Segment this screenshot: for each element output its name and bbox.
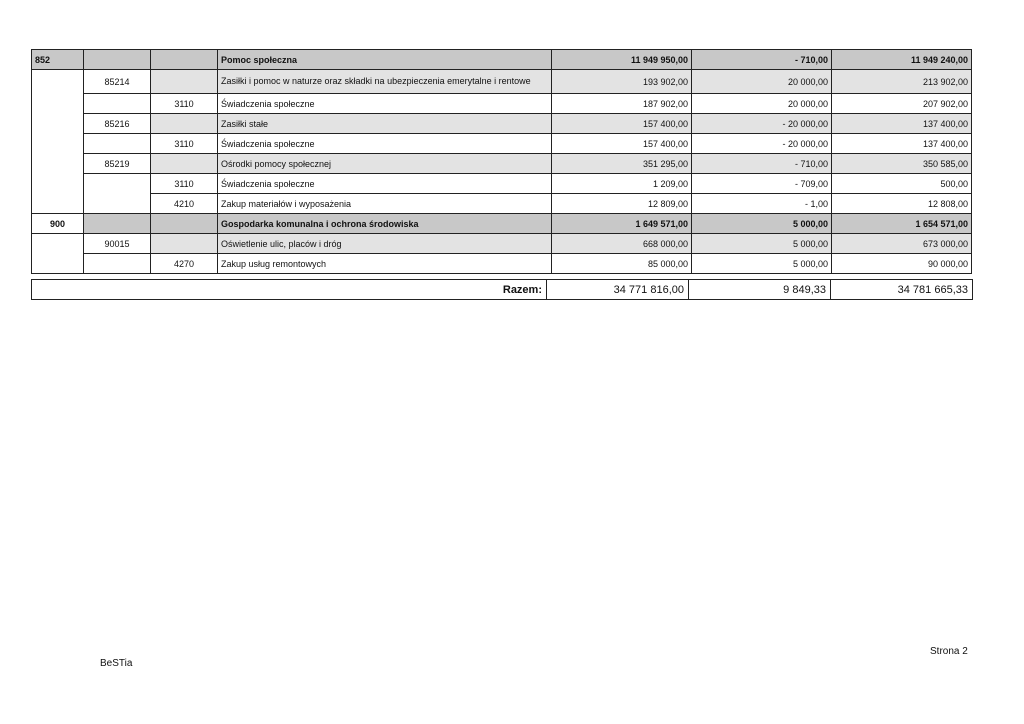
row-name: Świadczenia społeczne [218,134,552,154]
after-change-value: 137 400,00 [832,114,972,134]
row-name: Pomoc społeczna [218,50,552,70]
paragraf-code [151,114,218,134]
table-row [32,134,972,154]
change-value: - 20 000,00 [692,114,832,134]
total-row [32,280,973,300]
dzial-code [32,234,84,254]
footer-software-name: BeSTia [100,658,133,669]
plan-value: 85 000,00 [552,254,692,274]
table-row [32,94,972,114]
change-value: - 20 000,00 [692,134,832,154]
paragraf-code: 3110 [151,94,218,114]
rozdzial-code [84,254,151,274]
paragraf-code [151,154,218,174]
after-change-value: 137 400,00 [832,134,972,154]
dzial-code [32,194,84,214]
total-table [31,279,973,300]
dzial-code [32,174,84,194]
total-label: Razem: [32,280,547,300]
plan-value: 193 902,00 [552,70,692,94]
table-row [32,114,972,134]
plan-value: 187 902,00 [552,94,692,114]
plan-value: 1 209,00 [552,174,692,194]
paragraf-code: 4210 [151,194,218,214]
budget-table [31,49,972,274]
rozdzial-code: 85214 [84,70,151,94]
change-value: - 709,00 [692,174,832,194]
row-name: Zakup materiałów i wyposażenia [218,194,552,214]
rozdzial-code [84,94,151,114]
rozdzial-code [84,174,151,194]
change-value: - 710,00 [692,50,832,70]
plan-value: 668 000,00 [552,234,692,254]
dzial-code: 900 [32,214,84,234]
dzial-code [32,114,84,134]
table-row [32,154,972,174]
change-value: 20 000,00 [692,94,832,114]
after-change-value: 207 902,00 [832,94,972,114]
after-change-value: 673 000,00 [832,234,972,254]
dzial-code [32,134,84,154]
table-row [32,234,972,254]
plan-value: 157 400,00 [552,134,692,154]
rozdzial-code: 85219 [84,154,151,174]
paragraf-code: 3110 [151,174,218,194]
dzial-code: 852 [32,50,84,70]
change-value: - 1,00 [692,194,832,214]
total-after-change-value: 34 781 665,33 [831,280,973,300]
plan-value: 11 949 950,00 [552,50,692,70]
dzial-code [32,70,84,94]
plan-value: 351 295,00 [552,154,692,174]
row-name: Oświetlenie ulic, placów i dróg [218,234,552,254]
after-change-value: 350 585,00 [832,154,972,174]
total-plan-value: 34 771 816,00 [547,280,689,300]
table-row [32,174,972,194]
total-change-value: 9 849,33 [689,280,831,300]
rozdzial-code [84,214,151,234]
after-change-value: 1 654 571,00 [832,214,972,234]
change-value: - 710,00 [692,154,832,174]
change-value: 5 000,00 [692,254,832,274]
after-change-value: 90 000,00 [832,254,972,274]
dzial-code [32,154,84,174]
paragraf-code [151,50,218,70]
change-value: 5 000,00 [692,214,832,234]
after-change-value: 12 808,00 [832,194,972,214]
paragraf-code [151,214,218,234]
row-name: Ośrodki pomocy społecznej [218,154,552,174]
change-value: 5 000,00 [692,234,832,254]
table-row [32,214,972,234]
rozdzial-code [84,194,151,214]
row-name: Zasiłki i pomoc w naturze oraz składki na ubezpieczenia emerytalne i rentowe [218,70,552,94]
paragraf-code [151,234,218,254]
rozdzial-code [84,50,151,70]
row-name: Gospodarka komunalna i ochrona środowiska [218,214,552,234]
page-number: Strona 2 [930,646,968,657]
table-row [32,254,972,274]
change-value: 20 000,00 [692,70,832,94]
after-change-value: 11 949 240,00 [832,50,972,70]
paragraf-code [151,70,218,94]
after-change-value: 500,00 [832,174,972,194]
table-row [32,194,972,214]
rozdzial-code: 90015 [84,234,151,254]
dzial-code [32,254,84,274]
plan-value: 1 649 571,00 [552,214,692,234]
row-name: Świadczenia społeczne [218,174,552,194]
table-row [32,70,972,94]
rozdzial-code [84,134,151,154]
table-row [32,50,972,70]
paragraf-code: 3110 [151,134,218,154]
row-name: Zakup usług remontowych [218,254,552,274]
plan-value: 157 400,00 [552,114,692,134]
paragraf-code: 4270 [151,254,218,274]
row-name: Zasiłki stałe [218,114,552,134]
plan-value: 12 809,00 [552,194,692,214]
rozdzial-code: 85216 [84,114,151,134]
dzial-code [32,94,84,114]
after-change-value: 213 902,00 [832,70,972,94]
row-name: Świadczenia społeczne [218,94,552,114]
